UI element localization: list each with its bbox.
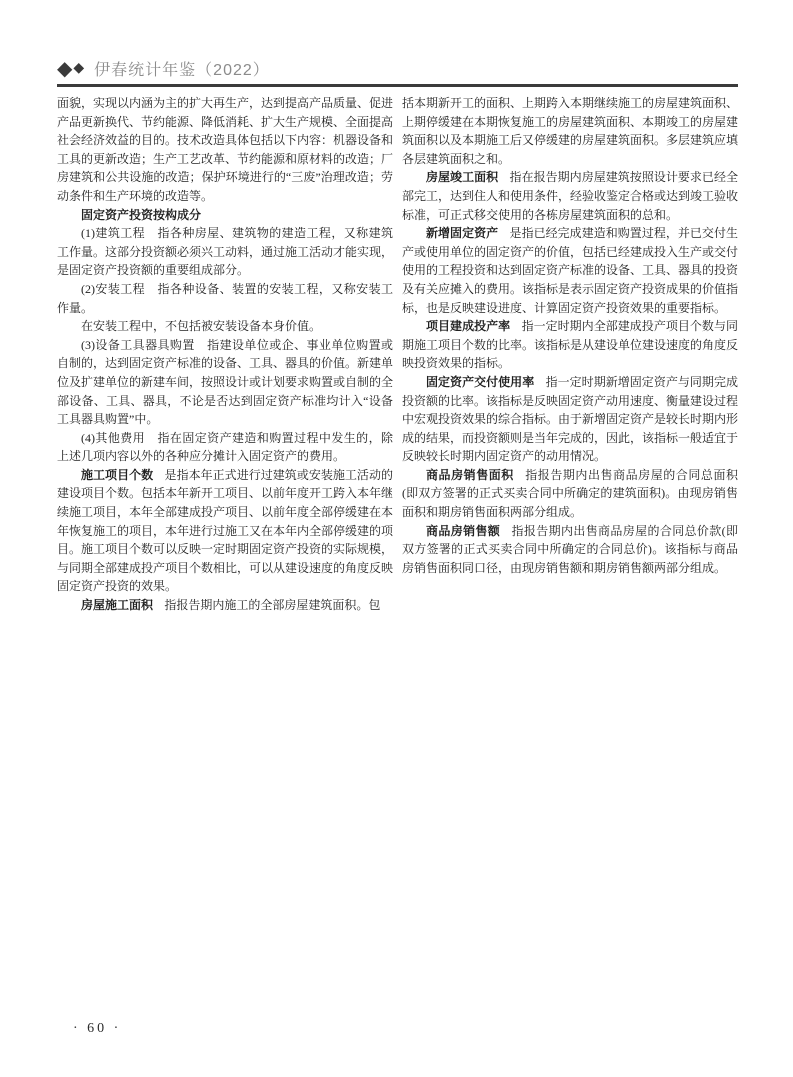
definition-paragraph [402,466,738,522]
definition-term: 商品房销售额 [426,523,501,538]
paragraph-text: (2)安装工程 指各种设备、装置的安装工程，又称安装工作量。 [57,281,393,315]
definition-paragraph [402,168,738,224]
paragraph-text: 面貌，实现以内涵为主的扩大再生产，达到提高产品质量、促进产品更新换代、节约能源、降低消耗、扩大生产规模、全面提高社会经济效益的目的。技术改造具体包括以下内容：机器设备和工具的更新改造；生产工艺改革、节约能源和原材料的改造；厂房建筑和公共设施的改造；保护环境进行的“三废”治理改造；劳动条件和生产环境的改造等。 [57,96,394,203]
text-columns [57,94,738,615]
definition-term: 房屋竣工面积 [426,170,499,185]
definition-term: 新增固定资产 [426,226,499,241]
definition-paragraph [57,596,393,615]
definition-text: 指报告期内出售商品房屋的合同总面积(即双方签署的正式买卖合同中所确定的建筑面积)。由现房销售面积和期房销售面积两部分组成。 [402,467,738,520]
diamond-icon-large: ◆ [57,57,73,80]
definition-paragraph [402,317,738,373]
paragraph-continuation [402,94,738,168]
paragraph [57,429,393,466]
definition-text: 指一定时期内全部建成投产项目个数与同期施工项目个数的比率。该指标是从建设单位建设速度的角度反映投资效果的指标。 [402,319,739,371]
page-header [57,56,738,87]
heading-text: 固定资产投资按构成分 [81,207,202,222]
definition-text: 指报告期内出售商品房屋的合同总价款(即双方签署的正式买卖合同中所确定的合同总价)。该指标与商品房销售面积同口径，由现房销售额和期房销售额两部分组成。 [402,523,738,575]
definition-term: 施工项目个数 [81,467,154,482]
left-column [57,94,393,615]
paragraph-text: 括本期新开工的面积、上期跨入本期继续施工的房屋建筑面积、上期停缓建在本期恢复施工的房屋建筑面积、本期竣工的房屋建筑面积以及本期施工后又停缓建的房屋建筑面积。多层建筑应填各层建筑面积之和。 [402,96,739,166]
definition-term: 房屋施工面积 [81,598,154,613]
definition-term: 项目建成投产率 [426,319,511,334]
definition-term: 商品房销售面积 [426,467,514,482]
paragraph [57,317,393,336]
section-heading [57,206,393,225]
definition-paragraph [402,522,738,578]
definition-text: 指报告期内施工的全部房屋建筑面积。包 [164,598,381,613]
paragraph-text: (1)建筑工程 指各种房屋、建筑物的建造工程，又称建筑工作量。这部分投资额必须兴工动料，通过施工活动才能实现，是固定资产投资额的重要组成部分。 [57,226,394,278]
diamond-icon-small: ◆ [73,60,85,76]
definition-paragraph [402,224,738,317]
paragraph-text: (4)其他费用 指在固定资产建造和购置过程中发生的，除上述几项内容以外的各种应分摊计入固定资产的费用。 [57,430,393,464]
paragraph-text: 在安装工程中，不包括被安装设备本身价值。 [81,319,322,334]
definition-text: 是指本年正式进行过建筑或安装施工活动的建设项目个数。包括本年新开工项目、以前年度开工跨入本年继续施工项目，本年全部建成投产项目、以前年度全部停缓建在本年恢复施工的项目，本年进行过施工又在本年内全部停缓建的项目。施工项目个数可以反映一定时期固定资产投资的实际规模，与同期全部建成投产项目个数相比，可以从建设速度的角度反映固定资产投资的效果。 [57,467,394,594]
paragraph-text: (3)设备工具器具购置 指建设单位或企、事业单位购置或自制的，达到固定资产标准的设备、工具、器具的价值。新建单位及扩建单位的新建车间，按照设计或计划要求购置或自制的全部设备、工具、器具，不论是否达到固定资产标准均计入“设备工具器具购置”中。 [57,337,394,427]
definition-term: 固定资产交付使用率 [426,374,535,389]
definition-text: 是指已经完成建造和购置过程，并已交付生产或使用单位的固定资产的价值，包括已经建成投入生产或交付使用的工程投资和达到固定资产标准的设备、工具、器具的投资及有关应摊入的费用。该指标是表示固定资产投资成果的价值指标，也是反映建设进度、计算固定资产投资效果的重要指标。 [402,226,739,315]
page-title: 伊春统计年鉴（2022） [94,62,270,79]
definition-text: 指在报告期内房屋建筑按照设计要求已经全部完工，达到住人和使用条件，经验收鉴定合格或达到竣工验收标准，可正式移交使用的各栋房屋建筑面积的总和。 [402,170,739,222]
right-column [402,94,738,615]
paragraph-continuation [57,94,393,206]
paragraph [57,336,393,429]
header-rule [57,84,738,87]
definition-text: 指一定时期新增固定资产与同期完成投资额的比率。该指标是反映固定资产动用速度、衡量建设过程中宏观投资效果的综合指标。由于新增固定资产是较长时期内形成的结果，而投资额则是当年完成的，因此，该指标一般适宜于反映较长时期内固定资产的动用情况。 [402,374,739,464]
page-number: · 60 · [73,1021,122,1036]
definition-paragraph [402,373,738,466]
paragraph [57,224,393,280]
definition-paragraph [57,466,393,596]
paragraph [57,280,393,317]
header-row [57,56,738,81]
